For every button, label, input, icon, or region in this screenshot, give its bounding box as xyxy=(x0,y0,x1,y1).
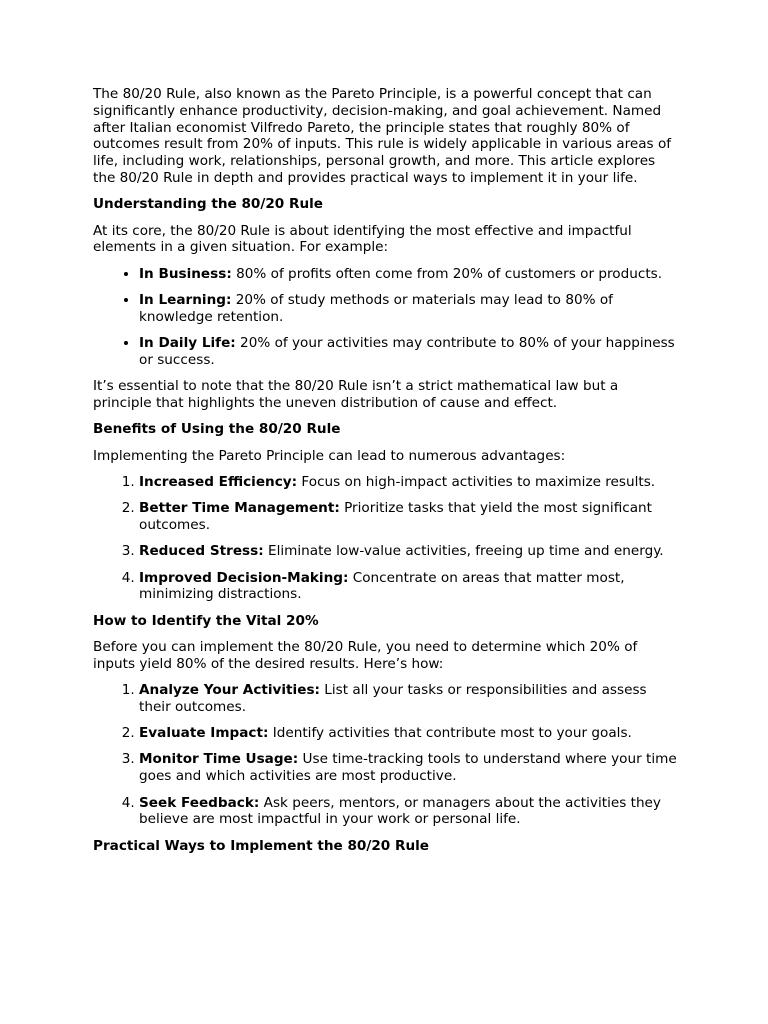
list-item-text: Eliminate low-value activities, freeing up time and energy. xyxy=(263,543,664,560)
list-item-term: In Learning: xyxy=(139,291,232,308)
list-item-term: In Business: xyxy=(139,265,232,282)
list-item xyxy=(139,682,679,716)
list-item-text: 20% of your activities may contribute to 80% of your happiness or success. xyxy=(139,335,675,368)
list-item-text: Ask peers, mentors, or managers about the activities they believe are most impactful in your work or personal life. xyxy=(139,794,661,828)
list-item-text: Identify activities that contribute most to your goals. xyxy=(268,725,632,742)
intro-paragraph: The 80/20 Rule, also known as the Pareto Principle, is a powerful concept that can significantly enhance productivity, decision-making, and goal achievement. Named after Italian economist Vilfredo Pareto, the principle states that roughly 80% of outcomes result from 20% of inputs. This rule is widely applicable in various areas of life, including work, relationships, personal growth, and more. This article explores the 80/20 Rule in depth and provides practical ways to implement it in your life. xyxy=(93,86,672,186)
identify-steps-list xyxy=(93,682,679,828)
list-item xyxy=(139,751,679,785)
understanding-examples-list xyxy=(93,266,679,369)
list-item-text: 80% of profits often come from 20% of customers or products. xyxy=(231,265,663,282)
list-item xyxy=(139,266,679,283)
list-item-term: Evaluate Impact: xyxy=(139,725,269,742)
list-item-term: Improved Decision-Making: xyxy=(139,569,349,586)
section-heading-practical: Practical Ways to Implement the 80/20 Rule xyxy=(93,837,430,854)
list-item xyxy=(139,543,679,560)
benefits-intro: Implementing the Pareto Principle can lead to numerous advantages: xyxy=(93,447,566,464)
list-item-text: Use time-tracking tools to understand where your time goes and which activities are most productive. xyxy=(139,751,677,785)
list-item-text: Concentrate on areas that matter most, minimizing distractions. xyxy=(139,569,625,603)
list-item-text: 20% of study methods or materials may lead to 80% of knowledge retention. xyxy=(139,291,613,325)
list-item-text: Prioritize tasks that yield the most significant outcomes. xyxy=(139,500,653,533)
list-item xyxy=(139,292,679,326)
benefits-list xyxy=(93,474,679,603)
list-item-term: In Daily Life: xyxy=(139,335,236,352)
section-heading-understanding: Understanding the 80/20 Rule xyxy=(93,196,324,213)
list-item-term: Seek Feedback: xyxy=(139,794,260,811)
list-item-text: List all your tasks or responsibilities and assess their outcomes. xyxy=(139,682,647,715)
list-item-text: Focus on high-impact activities to maximize results. xyxy=(297,473,656,490)
list-item xyxy=(139,335,679,369)
list-item xyxy=(139,795,679,829)
list-item xyxy=(139,725,679,742)
list-item-term: Monitor Time Usage: xyxy=(139,751,299,768)
understanding-note: It’s essential to note that the 80/20 Rule isn’t a strict mathematical law but a principle that highlights the uneven distribution of cause and effect. xyxy=(93,378,619,411)
understanding-intro: At its core, the 80/20 Rule is about identifying the most effective and impactful elements in a given situation. For example: xyxy=(93,222,632,256)
list-item xyxy=(139,570,679,604)
identify-intro: Before you can implement the 80/20 Rule, you need to determine which 20% of inputs yield 80% of the desired results. Here’s how: xyxy=(93,638,638,672)
list-item-term: Increased Efficiency: xyxy=(139,473,298,490)
list-item-term: Better Time Management: xyxy=(139,500,340,517)
list-item-term: Analyze Your Activities: xyxy=(139,682,320,699)
list-item xyxy=(139,500,679,534)
section-heading-identify: How to Identify the Vital 20% xyxy=(93,612,319,629)
document-page xyxy=(93,86,679,864)
section-heading-benefits: Benefits of Using the 80/20 Rule xyxy=(93,421,341,438)
list-item-term: Reduced Stress: xyxy=(139,543,264,560)
list-item xyxy=(139,474,679,491)
